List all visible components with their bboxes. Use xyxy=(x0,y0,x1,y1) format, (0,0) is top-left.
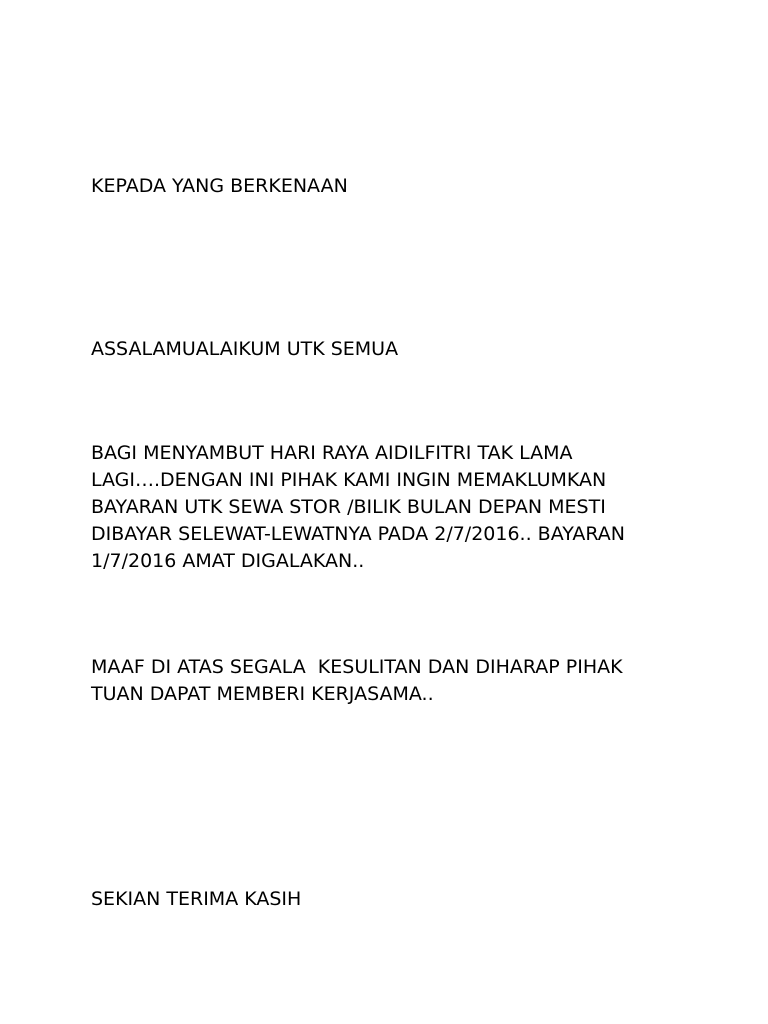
paragraph-line: LAGI….DENGAN INI PIHAK KAMI INGIN MEMAKLUMKAN xyxy=(91,469,607,491)
paragraph-line: MAAF DI ATAS SEGALA KESULITAN DAN DIHARAP PIHAK xyxy=(91,656,623,678)
paragraph-line: 1/7/2016 AMAT DIGALAKAN.. xyxy=(91,550,365,572)
closing: SEKIAN TERIMA KASIH xyxy=(91,888,302,910)
paragraph-line: DIBAYAR SELEWAT-LEWATNYA PADA 2/7/2016.. BAYARAN xyxy=(91,523,626,545)
greeting: ASSALAMUALAIKUM UTK SEMUA xyxy=(91,338,399,360)
paragraph-line: BAGI MENYAMBUT HARI RAYA AIDILFITRI TAK LAMA xyxy=(91,442,573,464)
paragraph-line: BAYARAN UTK SEWA STOR /BILIK BULAN DEPAN MESTI xyxy=(91,496,606,518)
body-paragraph-1 xyxy=(91,440,691,575)
body-paragraph-2 xyxy=(91,654,691,708)
paragraph-line: TUAN DAPAT MEMBERI KERJASAMA.. xyxy=(91,683,434,705)
salutation: KEPADA YANG BERKENAAN xyxy=(91,175,348,197)
